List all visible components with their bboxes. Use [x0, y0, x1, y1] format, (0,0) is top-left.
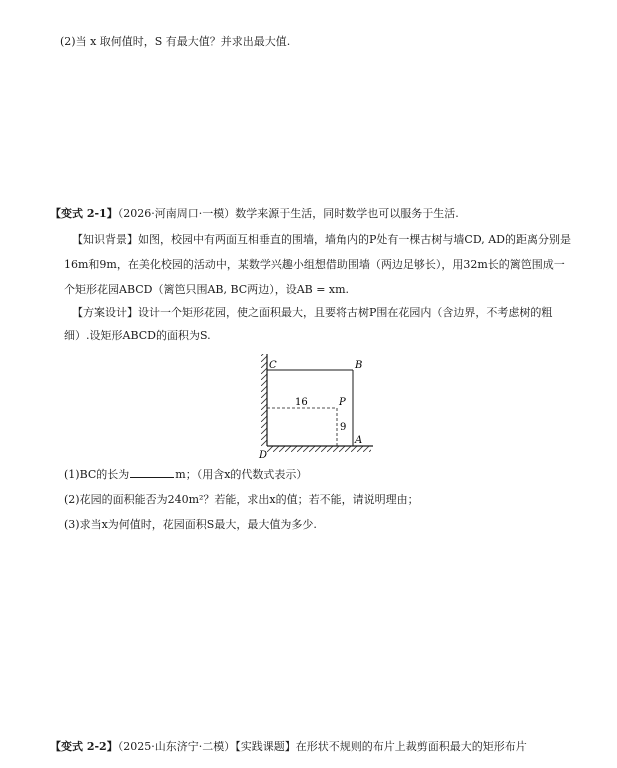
label-b: B: [355, 360, 363, 371]
wall-cd-hatch: [261, 354, 267, 446]
question-1: [64, 467, 307, 483]
variant-2-1-header: [50, 206, 459, 222]
label-p: P: [339, 397, 346, 408]
variant-2-2-header: [50, 739, 527, 755]
variant-intro: 数学来源于生活，同时数学也可以服务于生活.: [235, 207, 459, 220]
label-c: C: [269, 360, 277, 371]
garden-figure: [255, 350, 385, 460]
background-line-2: 16m和9m，在美化校园的活动中，某数学兴趣小组想借助围墙（两边足够长），用32m长的篱笆围成一: [64, 258, 565, 271]
wall-da-hatch: [267, 446, 371, 452]
label-16: 16: [295, 397, 308, 408]
variant-tag: 【变式 2-2】: [50, 740, 118, 753]
background-line-1: 【知识背景】如图，校园中有两面互相垂直的围墙，墙角内的P处有一棵古树与墙CD, AD的距离分别是: [72, 233, 571, 246]
variant-tag: 【变式 2-1】: [50, 207, 118, 220]
label-a: A: [355, 435, 363, 446]
question-part-2: (2)当 x 取何值时，S 有最大值？并求出最大值.: [60, 35, 291, 48]
answer-blank[interactable]: [130, 467, 174, 478]
variant-source: （2025·山东济宁·二模）: [117, 740, 236, 753]
background-line-3: 个矩形花园ABCD（篱笆只围AB, BC两边），设AB = xm.: [64, 283, 350, 296]
question-2: (2)花园的面积能否为240m²？若能，求出x的值；若不能，请说明理由；: [64, 493, 419, 506]
plan-line-2: 细）.设矩形ABCD的面积为S.: [64, 329, 211, 342]
question-3: (3)求当x为何值时，花园面积S最大，最大值为多少.: [64, 518, 317, 531]
question-1-suffix: m；（用含x的代数式表示）: [175, 468, 308, 481]
plan-line-1: 【方案设计】设计一个矩形花园，使之面积最大，且要将古树P围在花园内（含边界，不考虑树的粗: [72, 306, 553, 319]
label-9: 9: [340, 422, 347, 433]
label-d: D: [259, 450, 268, 460]
variant-source: （2026·河南周口·一模）: [117, 207, 236, 220]
variant-text: 【实践课题】在形状不规则的布片上裁剪面积最大的矩形布片: [235, 740, 527, 753]
question-1-prefix: (1)BC的长为: [64, 468, 130, 481]
